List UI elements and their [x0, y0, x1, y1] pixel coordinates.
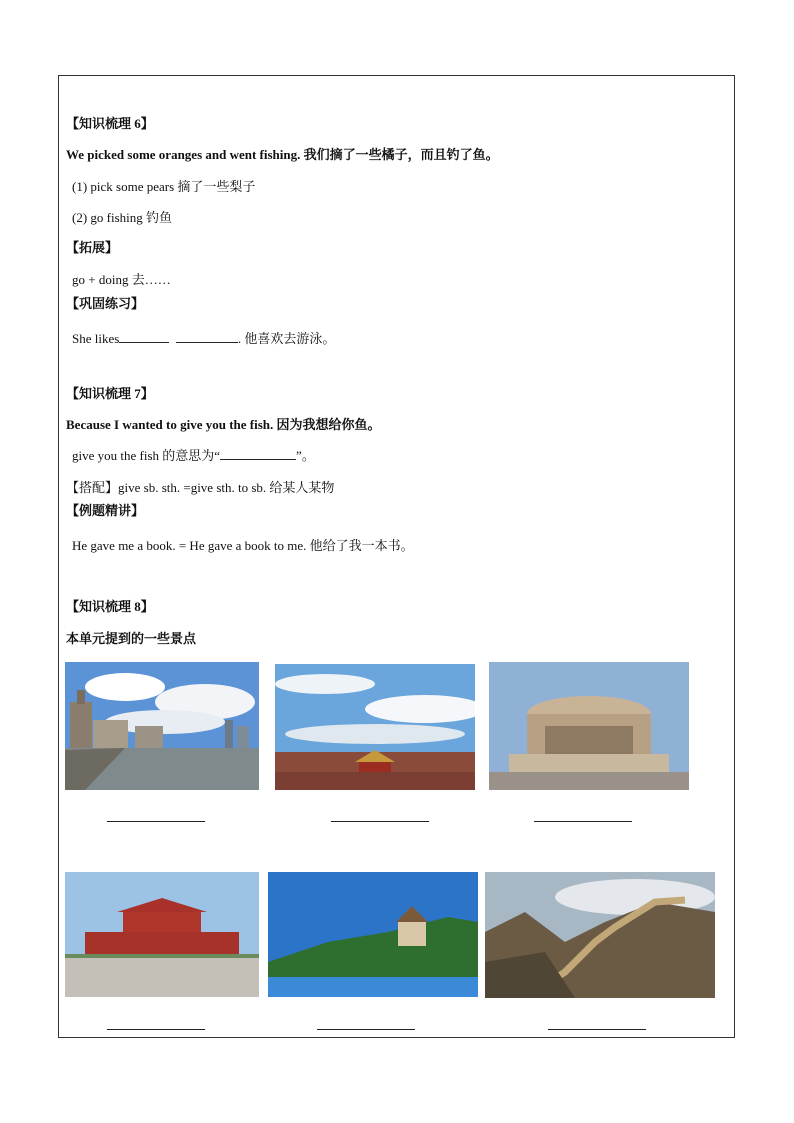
practice-sentence — [72, 331, 335, 347]
section8-heading: 【知识梳理 8】 — [66, 599, 154, 614]
meaning-sentence — [72, 448, 315, 464]
extend-text: go + doing 去…… — [72, 272, 171, 287]
section6-item1: (1) pick some pears 摘了一些梨子 — [72, 179, 256, 194]
summer-palace-photo — [268, 872, 478, 997]
answer-line-1[interactable] — [107, 821, 205, 822]
practice-suffix: . 他喜欢去游泳。 — [237, 331, 336, 346]
practice-blank-2[interactable] — [176, 331, 238, 343]
shanghai-museum-photo — [489, 662, 689, 790]
section7-heading: 【知识梳理 7】 — [66, 386, 154, 401]
tiananmen-photo — [65, 872, 259, 997]
meaning-blank[interactable] — [220, 448, 296, 460]
example-heading: 【例题精讲】 — [66, 503, 145, 518]
the-bund-photo — [65, 662, 259, 790]
section6-item2: (2) go fishing 钓鱼 — [72, 210, 173, 225]
section7-sentence: Because I wanted to give you the fish. 因为我想给你鱼。 — [66, 417, 381, 432]
section8-subheading: 本单元提到的一些景点 — [66, 631, 197, 646]
section6-sentence: We picked some oranges and went fishing. 我们摘了一些橘子，而且钓了鱼。 — [66, 147, 499, 162]
practice-blank-1[interactable] — [119, 331, 169, 343]
answer-line-6[interactable] — [548, 1029, 646, 1030]
answer-line-5[interactable] — [317, 1029, 415, 1030]
practice-heading: 【巩固练习】 — [66, 296, 145, 311]
section6-heading: 【知识梳理 6】 — [66, 116, 154, 131]
answer-line-3[interactable] — [534, 821, 632, 822]
extend-heading: 【拓展】 — [66, 240, 119, 255]
example-text: He gave me a book. = He gave a book to me. 他给了我一本书。 — [72, 538, 414, 553]
great-wall-photo — [485, 872, 715, 998]
answer-line-4[interactable] — [107, 1029, 205, 1030]
answer-line-2[interactable] — [331, 821, 429, 822]
meaning-suffix: ”。 — [296, 448, 315, 463]
forbidden-city-photo — [275, 664, 475, 790]
practice-prefix: She likes — [72, 331, 120, 346]
meaning-prefix: give you the fish 的意思为“ — [72, 448, 221, 463]
collocation: 【搭配】give sb. sth. =give sth. to sb. 给某人某物 — [66, 480, 335, 495]
